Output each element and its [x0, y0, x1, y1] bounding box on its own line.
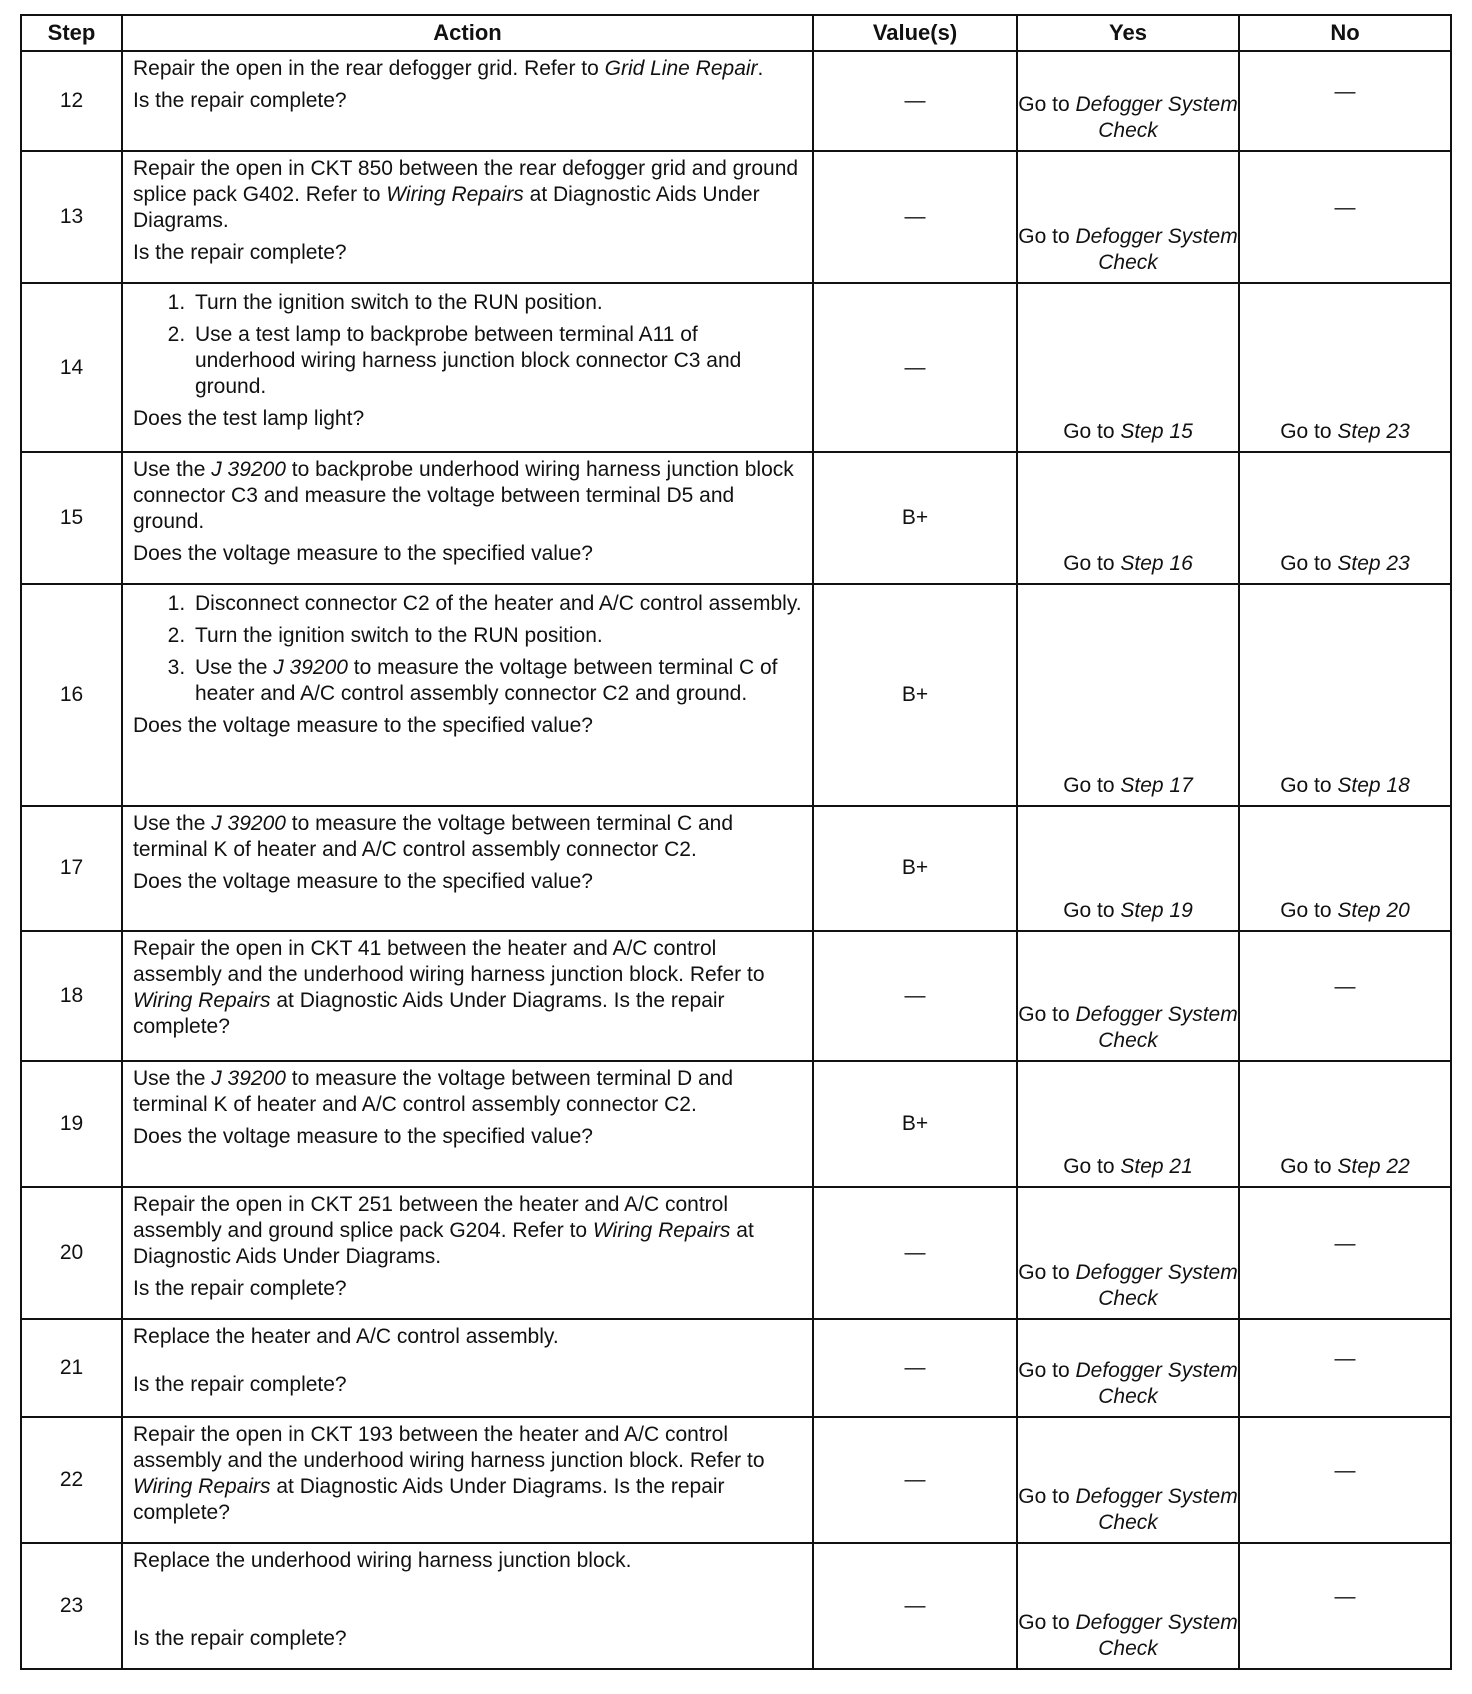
yes-cell: [1017, 1543, 1239, 1669]
value-cell: B+: [813, 584, 1017, 806]
no-result: —: [1334, 80, 1356, 104]
yes-cell: [1017, 51, 1239, 151]
reference-text: Step 23: [1337, 419, 1410, 443]
text-run: Go to: [1063, 551, 1121, 575]
action-question: Does the voltage measure to the specified value?: [133, 1125, 593, 1149]
reference-text: Defogger System Check: [1075, 1261, 1238, 1311]
table-row: [21, 1417, 1451, 1543]
yes-result: [1018, 1484, 1238, 1536]
action-step: [191, 322, 802, 400]
text-run: at Diagnostic Aids Under Diagrams.: [133, 183, 760, 233]
action-text: [133, 811, 802, 863]
table-row: [21, 1543, 1451, 1669]
no-cell: [1239, 151, 1451, 283]
action-steps-list: [133, 591, 802, 707]
action-question: Is the repair complete?: [133, 1627, 347, 1651]
text-run: Disconnect connector C2 of the heater and A/C control assembly.: [195, 591, 802, 615]
value-cell: —: [813, 51, 1017, 151]
text-run: Use a test lamp to backprobe between terminal A11 of underhood wiring harness junction block connector C3 and ground.: [195, 323, 742, 399]
header-action: Action: [122, 15, 813, 51]
text-run: to measure the voltage between terminal C of heater and A/C control assembly connector C2 and ground.: [195, 655, 778, 705]
value-cell: —: [813, 283, 1017, 451]
step-number: 20: [21, 1187, 122, 1319]
reference-text: Step 20: [1337, 899, 1410, 923]
table-row: [21, 283, 1451, 451]
text-run: Use the: [195, 655, 274, 679]
text-run: Turn the ignition switch to the RUN position.: [195, 623, 603, 647]
action-steps-list: [133, 290, 802, 400]
step-number: 22: [21, 1417, 122, 1543]
text-run: Turn the ignition switch to the RUN position.: [195, 291, 603, 315]
yes-cell: [1017, 1319, 1239, 1417]
table-body: [21, 51, 1451, 1669]
no-result: —: [1334, 1347, 1356, 1371]
value-cell: —: [813, 151, 1017, 283]
reference-text: Defogger System Check: [1075, 1485, 1238, 1535]
value-cell: —: [813, 1319, 1017, 1417]
yes-result: [1018, 1002, 1238, 1054]
reference-text: J 39200: [211, 457, 286, 481]
text-run: Use the: [133, 1067, 212, 1091]
value-cell: —: [813, 1187, 1017, 1319]
yes-cell: [1017, 283, 1239, 451]
step-number: 15: [21, 452, 122, 584]
step-number: 13: [21, 151, 122, 283]
action-step: [191, 290, 802, 316]
reference-text: Step 21: [1120, 1155, 1193, 1179]
table-row: [21, 931, 1451, 1061]
reference-text: Wiring Repairs: [133, 989, 271, 1013]
action-cell: [122, 1417, 813, 1543]
step-number: 17: [21, 806, 122, 932]
header-values: Value(s): [813, 15, 1017, 51]
yes-result: [1018, 92, 1238, 144]
reference-text: Defogger System Check: [1075, 93, 1238, 143]
table-row: [21, 806, 1451, 932]
text-run: Go to: [1018, 1611, 1076, 1634]
value-cell: —: [813, 931, 1017, 1061]
reference-text: Step 15: [1120, 419, 1193, 443]
action-text: [133, 1422, 802, 1526]
action-cell: [122, 1061, 813, 1187]
text-run: Go to: [1280, 1155, 1338, 1179]
reference-text: Step 16: [1120, 551, 1193, 575]
text-run: Use the: [133, 457, 212, 481]
value-cell: —: [813, 1543, 1017, 1669]
no-cell: [1239, 806, 1451, 932]
yes-result: [1018, 773, 1238, 799]
text-run: Go to: [1018, 1359, 1076, 1383]
reference-text: Defogger System Check: [1075, 1611, 1238, 1660]
yes-cell: [1017, 151, 1239, 283]
yes-result: [1018, 419, 1238, 445]
text-run: Replace the underhood wiring harness junction block.: [133, 1549, 632, 1573]
no-cell: [1239, 51, 1451, 151]
step-number: 23: [21, 1543, 122, 1669]
action-cell: [122, 452, 813, 584]
yes-result: [1018, 1610, 1238, 1662]
reference-text: Wiring Repairs: [386, 183, 524, 207]
no-result: —: [1334, 196, 1356, 220]
header-yes: Yes: [1017, 15, 1239, 51]
text-run: to measure the voltage between terminal D and terminal K of heater and A/C control assembly connector C2.: [133, 1067, 734, 1117]
header-no: No: [1239, 15, 1451, 51]
text-run: Go to: [1018, 225, 1076, 249]
no-result: —: [1334, 975, 1356, 999]
reference-text: Grid Line Repair: [604, 57, 758, 80]
reference-text: Step 23: [1337, 551, 1410, 575]
action-question: Does the voltage measure to the specified value?: [133, 541, 593, 565]
no-cell: [1239, 1543, 1451, 1669]
text-run: Go to: [1063, 1155, 1121, 1179]
step-number: 19: [21, 1061, 122, 1187]
no-result: [1240, 773, 1450, 799]
yes-cell: [1017, 1061, 1239, 1187]
reference-text: Wiring Repairs: [133, 1475, 271, 1499]
yes-result: [1018, 1260, 1238, 1312]
action-cell: [122, 806, 813, 932]
action-text: [133, 457, 802, 535]
yes-result: [1018, 1154, 1238, 1180]
text-run: Go to: [1018, 1485, 1076, 1509]
reference-text: Defogger System Check: [1075, 1003, 1238, 1053]
action-question: Does the voltage measure to the specified value?: [133, 869, 593, 893]
text-run: Go to: [1280, 419, 1338, 443]
yes-cell: [1017, 1417, 1239, 1543]
text-run: Repair the open in CKT 251 between the heater and A/C control assembly and ground splice pack G204. Refer to: [133, 1193, 729, 1243]
text-run: to backprobe underhood wiring harness junction block connector C3 and measure the voltage between terminal D5 and ground.: [133, 457, 794, 533]
table-row: [21, 1187, 1451, 1319]
action-text: [133, 56, 802, 82]
header-row: [21, 15, 1451, 51]
action-question: Does the voltage measure to the specified value?: [133, 713, 593, 737]
action-cell: [122, 1543, 813, 1669]
value-cell: B+: [813, 452, 1017, 584]
action-cell: [122, 151, 813, 283]
action-question: Is the repair complete?: [133, 89, 347, 112]
table-row: [21, 452, 1451, 584]
text-run: Go to: [1063, 899, 1121, 923]
reference-text: Defogger System Check: [1075, 1359, 1238, 1409]
no-result: [1240, 1154, 1450, 1180]
reference-text: J 39200: [211, 811, 286, 835]
table-row: [21, 1319, 1451, 1417]
action-question: Does the test lamp light?: [133, 407, 365, 431]
header-step: Step: [21, 15, 122, 51]
no-cell: [1239, 931, 1451, 1061]
reference-text: Step 19: [1120, 899, 1193, 923]
text-run: at Diagnostic Aids Under Diagrams.: [133, 1219, 754, 1269]
text-run: Repair the open in CKT 850 between the rear defogger grid and ground splice pack G402. Refer to: [133, 157, 799, 207]
reference-text: J 39200: [273, 655, 348, 679]
text-run: Go to: [1018, 1003, 1076, 1027]
action-text: [133, 936, 802, 1040]
text-run: Go to: [1063, 773, 1121, 797]
yes-cell: [1017, 806, 1239, 932]
action-step: [191, 591, 802, 617]
no-result: —: [1334, 1459, 1356, 1483]
text-run: .: [757, 57, 764, 80]
yes-cell: [1017, 931, 1239, 1061]
action-cell: [122, 1319, 813, 1417]
action-cell: [122, 1187, 813, 1319]
reference-text: Defogger System Check: [1075, 225, 1238, 275]
action-step: [191, 655, 802, 707]
reference-text: J 39200: [211, 1067, 286, 1091]
diagnostic-table: [20, 14, 1452, 1670]
action-cell: [122, 931, 813, 1061]
step-number: 18: [21, 931, 122, 1061]
action-question: Is the repair complete?: [133, 1277, 347, 1301]
reference-text: Step 18: [1337, 773, 1410, 797]
reference-text: Step 17: [1120, 773, 1193, 797]
no-cell: [1239, 283, 1451, 451]
step-number: 14: [21, 283, 122, 451]
yes-cell: [1017, 1187, 1239, 1319]
action-cell: [122, 51, 813, 151]
text-run: at Diagnostic Aids Under Diagrams. Is the repair complete?: [133, 989, 725, 1039]
table-row: [21, 1061, 1451, 1187]
value-cell: B+: [813, 806, 1017, 932]
text-run: Go to: [1280, 773, 1338, 797]
value-cell: B+: [813, 1061, 1017, 1187]
text-run: to measure the voltage between terminal C and terminal K of heater and A/C control assembly connector C2.: [133, 811, 734, 861]
step-number: 21: [21, 1319, 122, 1417]
text-run: Repair the open in the rear defogger grid. Refer to: [133, 57, 605, 80]
no-cell: [1239, 1187, 1451, 1319]
action-text: [133, 1324, 802, 1350]
no-cell: [1239, 1061, 1451, 1187]
text-run: Go to: [1063, 419, 1121, 443]
step-number: 12: [21, 51, 122, 151]
no-result: [1240, 551, 1450, 577]
action-cell: [122, 283, 813, 451]
reference-text: Step 22: [1337, 1155, 1410, 1179]
table-row: [21, 51, 1451, 151]
text-run: Replace the heater and A/C control assembly.: [133, 1325, 559, 1349]
text-run: at Diagnostic Aids Under Diagrams. Is the repair complete?: [133, 1475, 725, 1525]
action-text: [133, 1192, 802, 1270]
action-step: [191, 623, 802, 649]
text-run: Go to: [1018, 1261, 1076, 1285]
action-question: Is the repair complete?: [133, 1373, 347, 1397]
yes-cell: [1017, 452, 1239, 584]
table-row: [21, 584, 1451, 806]
text-run: Go to: [1280, 899, 1338, 923]
no-result: —: [1334, 1585, 1356, 1609]
text-run: Go to: [1280, 551, 1338, 575]
text-run: Use the: [133, 811, 212, 835]
action-text: [133, 156, 802, 234]
action-text: [133, 1548, 802, 1574]
no-cell: [1239, 1319, 1451, 1417]
yes-result: [1018, 551, 1238, 577]
yes-cell: [1017, 584, 1239, 806]
step-number: 16: [21, 584, 122, 806]
action-cell: [122, 584, 813, 806]
no-cell: [1239, 1417, 1451, 1543]
text-run: Repair the open in CKT 193 between the heater and A/C control assembly and the underhood wiring harness junction block. Refer to: [133, 1423, 765, 1473]
text-run: Go to: [1018, 93, 1076, 117]
no-cell: [1239, 452, 1451, 584]
value-cell: —: [813, 1417, 1017, 1543]
no-result: [1240, 419, 1450, 445]
no-result: —: [1334, 1232, 1356, 1256]
yes-result: [1018, 224, 1238, 276]
no-result: [1240, 898, 1450, 924]
table-row: [21, 151, 1451, 283]
no-cell: [1239, 584, 1451, 806]
action-question: Is the repair complete?: [133, 241, 347, 265]
reference-text: Wiring Repairs: [592, 1219, 731, 1243]
yes-result: [1018, 1358, 1238, 1410]
yes-result: [1018, 898, 1238, 924]
action-text: [133, 1066, 802, 1118]
text-run: Repair the open in CKT 41 between the heater and A/C control assembly and the underhood wiring harness junction block. Refer to: [133, 937, 765, 987]
